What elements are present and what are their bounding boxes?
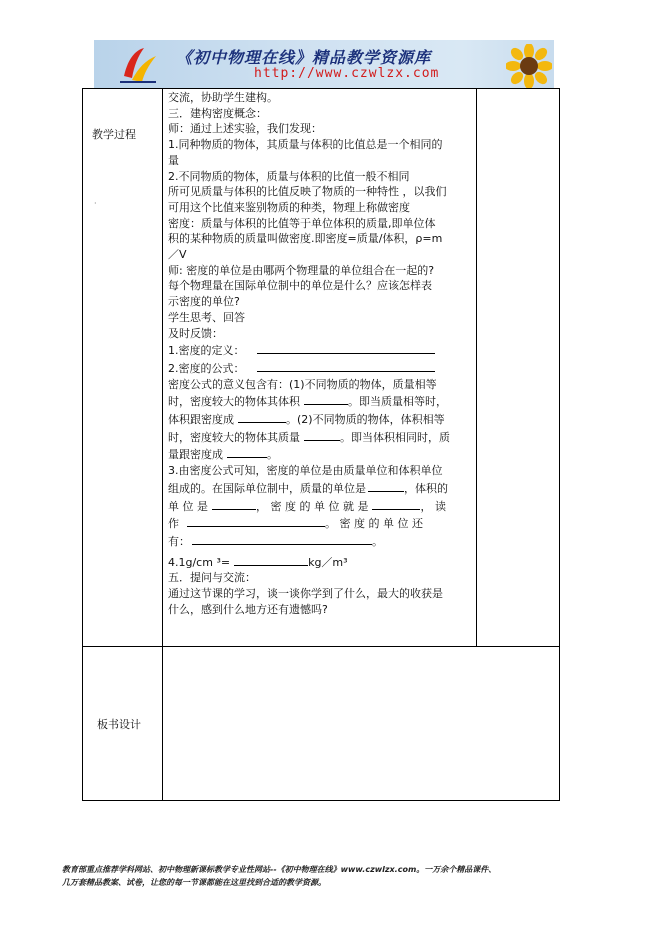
content-line: 量 bbox=[168, 153, 179, 167]
fill-line: 量跟密度成 。 bbox=[168, 445, 470, 463]
board-design-label: 板书设计 bbox=[97, 718, 141, 731]
lesson-content bbox=[168, 90, 470, 618]
table-col-divider-1 bbox=[162, 88, 163, 801]
content-line: 五．提问与交流： bbox=[168, 571, 256, 585]
fill-line: 单 位 是 ， 密 度 的 单 位 就 是 ， 读 bbox=[168, 497, 470, 515]
site-logo-icon bbox=[118, 46, 158, 84]
content-line: 学生思考、回答 bbox=[168, 310, 245, 324]
fill-blank[interactable] bbox=[234, 553, 308, 566]
fill-blank[interactable] bbox=[187, 514, 325, 527]
fill-blank[interactable] bbox=[238, 410, 286, 423]
table-right-border bbox=[559, 88, 560, 801]
table-top-rule bbox=[82, 88, 560, 89]
content-line: ／V bbox=[168, 248, 187, 262]
sunflower-icon bbox=[506, 44, 552, 88]
content-line: 每个物理量在国际单位制中的单位是什么？应该怎样表 bbox=[168, 279, 432, 293]
content-line: 及时反馈： bbox=[168, 326, 223, 340]
content-line: 2.不同物质的物体，质量与体积的比值一般不相同 bbox=[168, 169, 410, 183]
footer-line: 教育部重点推荐学科网站、初中物理新课标教学专业性网站--《初中物理在线》www.czwlzx.com。一万余个精品课件、 bbox=[62, 865, 497, 874]
table-col-divider-2 bbox=[476, 88, 477, 646]
fill-blank[interactable] bbox=[304, 428, 340, 441]
banner-url[interactable]: http://www.czwlzx.com bbox=[254, 66, 440, 81]
content-line: 示密度的单位? bbox=[168, 295, 240, 309]
density-formula-line: 2.密度的公式： bbox=[168, 359, 470, 377]
footer-line: 几万套精品教案、试卷，让您的每一节课都能在这里找到合适的教学资源。 bbox=[62, 878, 326, 887]
dot-mark: · bbox=[94, 199, 97, 208]
density-definition-blank[interactable] bbox=[257, 341, 435, 354]
fill-line: 体积跟密度成 。(2)不同物质的物体，体积相等 bbox=[168, 410, 470, 428]
fill-blank[interactable] bbox=[368, 479, 404, 492]
fill-line: 时，密度较大的物体其体积 。即当质量相等时， bbox=[168, 392, 470, 410]
fill-blank[interactable] bbox=[372, 497, 420, 510]
fill-blank[interactable] bbox=[212, 497, 256, 510]
banner-title: 《初中物理在线》精品教学资源库 bbox=[176, 48, 432, 67]
table-row-divider bbox=[82, 646, 560, 647]
header-banner bbox=[94, 40, 554, 88]
content-line: 所可见质量与体积的比值反映了物质的一种特性 ，以我们 bbox=[168, 185, 447, 199]
teaching-process-label: 教学过程 bbox=[92, 128, 136, 141]
fill-blank[interactable] bbox=[192, 532, 372, 545]
content-line: 1.同种物质的物体，其质量与体积的比值总是一个相同的 bbox=[168, 138, 443, 152]
fill-line: 作 。 密 度 的 单 位 还 bbox=[168, 514, 470, 532]
content-line: 三．建构密度概念： bbox=[168, 106, 267, 120]
content-line: 师：通过上述实验，我们发现： bbox=[168, 122, 322, 136]
fill-blank[interactable] bbox=[227, 445, 267, 458]
fill-line: 有： 。 bbox=[168, 532, 470, 550]
content-line: 什么，感到什么地方还有遗憾吗? bbox=[168, 602, 328, 616]
content-line: 3.由密度公式可知，密度的单位是由质量单位和体积单位 bbox=[168, 464, 443, 478]
content-line: 密度公式的意义包含有：(1)不同物质的物体，质量相等 bbox=[168, 377, 437, 391]
table-left-border bbox=[82, 88, 83, 801]
content-line: 可用这个比值来鉴别物质的种类，物理上称做密度 bbox=[168, 200, 410, 214]
content-line: 密度：质量与体积的比值等于单位体积的质量,即单位体 bbox=[168, 216, 436, 230]
fill-line: 时，密度较大的物体其质量 。即当体积相同时，质 bbox=[168, 428, 470, 446]
density-formula-blank[interactable] bbox=[257, 359, 435, 372]
table-bottom-rule bbox=[82, 800, 560, 801]
page-footer bbox=[62, 863, 622, 889]
fill-line: 组成的。在国际单位制中，质量的单位是 ，体积的 bbox=[168, 479, 470, 497]
content-line: 积的某种物质的质量叫做密度.即密度=质量/体积，ρ=m bbox=[168, 232, 443, 246]
content-line: 通过这节课的学习，谈一谈你学到了什么，最大的收获是 bbox=[168, 587, 443, 601]
content-line: 交流，协助学生建构。 bbox=[168, 91, 278, 104]
density-definition-line: 1.密度的定义： bbox=[168, 341, 470, 359]
fill-line: 4.1g/cm ³= kg／m³ bbox=[168, 553, 470, 571]
content-line: 师: 密度的单位是由哪两个物理量的单位组合在一起的? bbox=[168, 263, 435, 277]
fill-blank[interactable] bbox=[304, 392, 348, 405]
